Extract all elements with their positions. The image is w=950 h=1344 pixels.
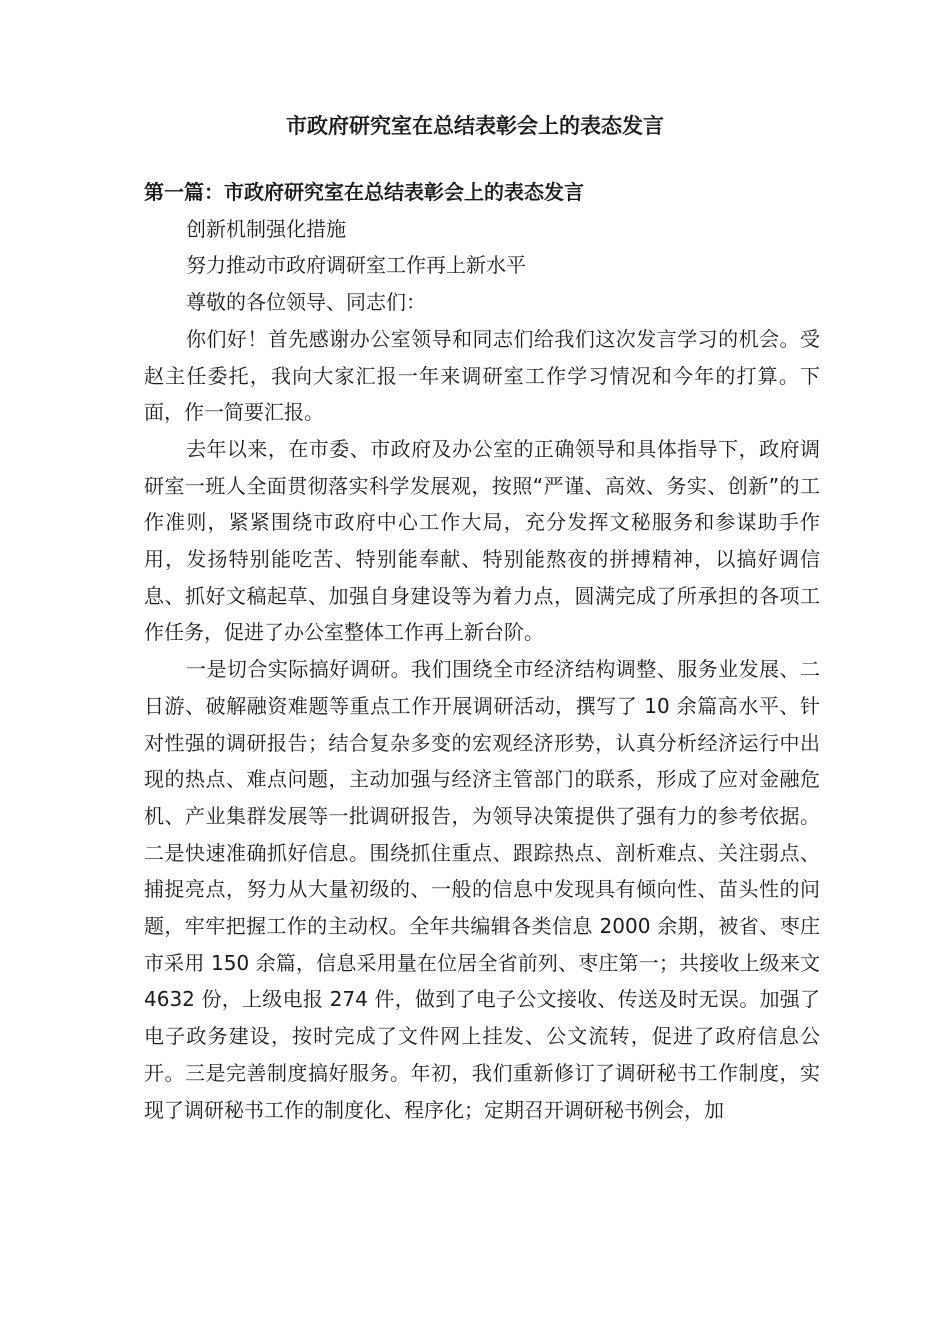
body-paragraph: 一是切合实际搞好调研。我们围绕全市经济结构调整、服务业发展、二日游、破解融资难题等重点工作开展调研活动，撰写了 10 余篇高水平、针对性强的调研报告；结合复杂多变的宏观经济形势，认真分析经济运行中出现的热点、难点问题，主动加强与经济主管部门的联系，形成了应对金融危机、产业集群发展等一批调研报告，为领导决策提供了强有力的参考依据。二是快速准确抓好信息。围绕抓住重点、跟踪热点、剖析难点、关注弱点、捕捉亮点，努力从大量初级的、一般的信息中发现具有倾向性、苗头性的问题，牢牢把握工作的主动权。全年共编辑各类信息 2000 余期，被省、枣庄市采用 150 余篇，信息采用量在位居全省前列、枣庄第一；共接收上级来文 4632 份，上级电报 274 件，做到了电子公文接收、传送及时无误。加强了电子政务建设，按时完成了文件网上挂发、公文流转，促进了政府信息公开。三是完善制度搞好服务。年初，我们重新修订了调研秘书工作制度，实现了调研秘书工作的制度化、程序化；定期召开调研秘书例会，加 — [144, 657, 820, 1122]
section-heading: 第一篇：市政府研究室在总结表彰会上的表态发言 — [144, 180, 584, 204]
subtitle-line-2: 努力推动市政府调研室工作再上新水平 — [186, 253, 526, 278]
salutation: 尊敬的各位领导、同志们： — [186, 290, 426, 315]
document-body — [144, 174, 820, 1128]
body-paragraph: 你们好！首先感谢办公室领导和同志们给我们这次发言学习的机会。受赵主任委托，我向大家汇报一年来调研室工作学习情况和今年的打算。下面，作一简要汇报。 — [144, 326, 820, 425]
subtitle-line-1: 创新机制强化措施 — [186, 216, 346, 241]
body-paragraph: 去年以来，在市委、市政府及办公室的正确领导和具体指导下，政府调研室一班人全面贯彻落实科学发展观，按照“严谨、高效、务实、创新”的工作准则，紧紧围绕市政府中心工作大局，充分发挥文秘服务和参谋助手作用，发扬特别能吃苦、特别能奉献、特别能熬夜的拼搏精神，以搞好调信息、抓好文稿起草、加强自身建设等为着力点，圆满完成了所承担的各项工作任务，促进了办公室整体工作再上新台阶。 — [144, 436, 820, 645]
document-title: 市政府研究室在总结表彰会上的表态发言 — [286, 114, 664, 138]
